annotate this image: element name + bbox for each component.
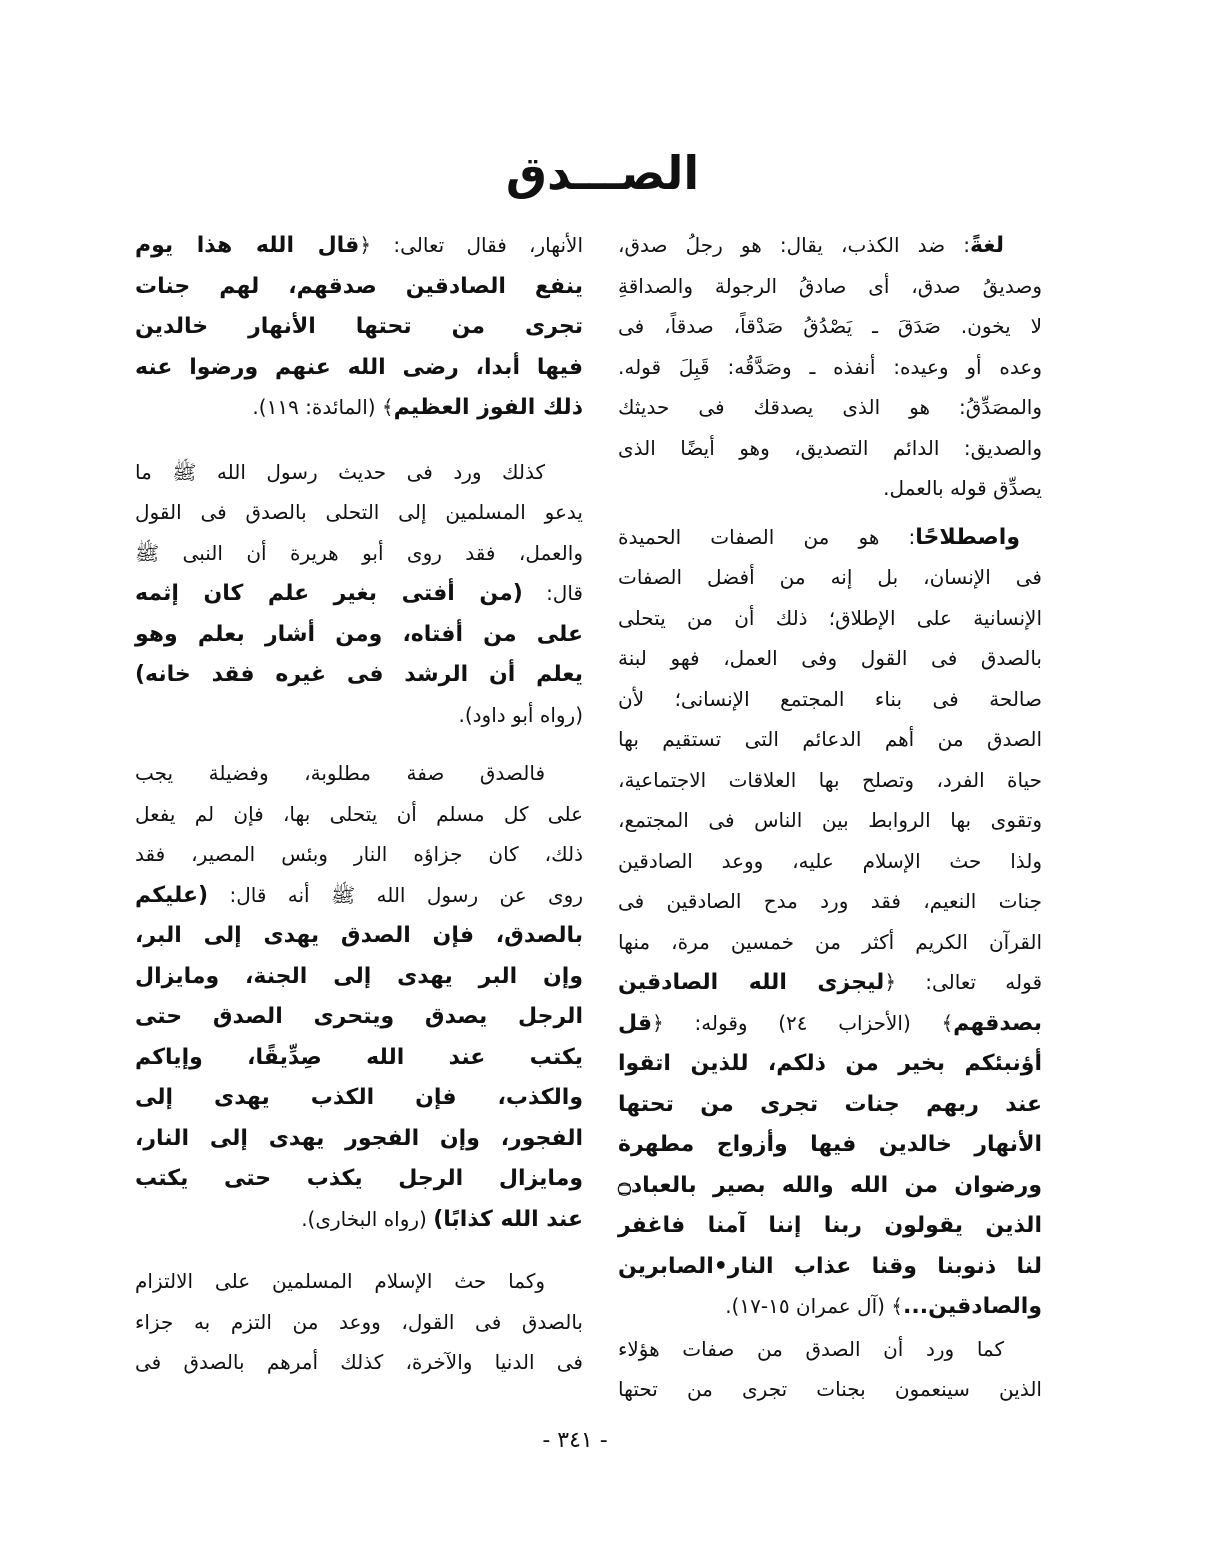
- quoted-text: تجرى من تحتها الأنهار خالدين: [135, 314, 583, 339]
- text-line: [135, 794, 583, 835]
- paragraph: [618, 517, 1042, 1327]
- text-line: [618, 306, 1042, 347]
- text-line: [618, 557, 1042, 598]
- body-text: قال:: [522, 581, 583, 605]
- body-text: كذلك ورد فى حديث رسول الله ﷺ ما: [135, 459, 545, 484]
- quoted-text: (عليكم: [135, 882, 209, 908]
- quoted-text: ومايزال الرجل يكذب حتى يكتب: [135, 1166, 583, 1191]
- body-text: والصديق: الدائم التصديق، وهو أيضًا الذى: [618, 435, 1042, 460]
- text-line: [618, 1205, 1042, 1246]
- text-line: [135, 225, 583, 266]
- body-text: : هو من الصفات الحميدة: [618, 524, 916, 549]
- quoted-text: ذلك الفوز العظيم: [393, 395, 583, 420]
- text-line: [135, 1037, 583, 1078]
- text-line: [135, 1342, 583, 1383]
- text-line: [135, 1158, 583, 1199]
- text-line: [618, 387, 1042, 428]
- body-text: فالصدق صفة مطلوبة، وفضيلة يجب: [135, 761, 545, 785]
- body-text: ﴾ (الأحزاب ٢٤) وقوله: ﴿: [652, 1010, 954, 1035]
- text-line: [135, 753, 583, 794]
- text-line: [135, 306, 583, 347]
- body-text: فى الإنسان، بل إنه من أفضل الصفات: [618, 565, 1042, 589]
- paragraph: [618, 1329, 1042, 1410]
- quoted-text: أؤنبئكم بخير من ذلكم، للذين اتقوا: [618, 1051, 1042, 1076]
- body-text: على كل مسلم أن يتحلى بها، فإن لم يفعل: [135, 801, 583, 826]
- text-line: [135, 654, 583, 695]
- text-line: [618, 679, 1042, 720]
- paragraph: [135, 452, 583, 736]
- body-text: وتقوى بها الروابط بين الناس فى المجتمع،: [618, 808, 1042, 832]
- text-line: [135, 573, 583, 614]
- quoted-text: عند ربهم جنات تجرى من تحتها: [618, 1091, 1042, 1117]
- body-text: روى عن رسول الله ﷺ أنه قال:: [208, 882, 583, 907]
- quoted-text: قال الله هذا يوم: [135, 233, 360, 258]
- text-line: [135, 1261, 583, 1302]
- body-text: : ضد الكذب، يقال: هو رجلُ صدق،: [618, 233, 970, 257]
- body-text: والمصَدِّقُ: هو الذى يصدقك فى حديثك: [618, 395, 1042, 419]
- body-text: القرآن الكريم أكثر من خمسين مرة، منها: [618, 929, 1042, 954]
- paragraph: [618, 225, 1042, 509]
- text-line: [618, 468, 1042, 509]
- text-line: [135, 1077, 583, 1118]
- text-line: [618, 598, 1042, 639]
- text-line: [618, 266, 1042, 307]
- quoted-text: والصادقين...: [903, 1294, 1042, 1319]
- text-line: [618, 1246, 1042, 1287]
- text-line: [618, 841, 1042, 882]
- quoted-text: لغةً: [969, 233, 1004, 258]
- quoted-text: فيها أبدا، رضى الله عنهم ورضوا عنه: [135, 354, 583, 380]
- body-text: صالحة فى بناء المجتمع الإنسانى؛ لأن: [618, 686, 1042, 711]
- paragraph: [135, 225, 583, 428]
- body-text: بالصدق فى القول، ووعد من التزم به جزاء: [135, 1309, 583, 1334]
- quoted-text: يكتب عند الله صِدِّيقًا، وإياكم: [135, 1044, 583, 1070]
- text-line: [135, 533, 583, 574]
- body-text: لا يخون. صَدَقَ ـ يَصْدُقُ صَدْقاً، صدقاً، فى: [618, 314, 1042, 338]
- text-line: [135, 614, 583, 655]
- body-text: (رواه أبو داود).: [458, 702, 583, 727]
- text-line: [135, 452, 583, 493]
- body-text: الذين سينعمون بجنات تجرى من تحتها: [618, 1377, 1042, 1401]
- text-line: [135, 347, 583, 388]
- text-line: [135, 956, 583, 997]
- text-line: [618, 881, 1042, 922]
- body-text: يدعو المسلمين إلى التحلى بالصدق فى القول: [135, 500, 583, 524]
- quoted-text: عند الله كذابًا): [433, 1206, 583, 1232]
- text-line: [135, 492, 583, 533]
- right-column: [618, 225, 1042, 1410]
- page-number: - ٣٤١ -: [542, 1428, 608, 1453]
- body-text: ﴾ (المائدة: ١١٩).: [252, 395, 394, 419]
- text-line: [618, 1003, 1042, 1044]
- body-text: قوله تعالى: ﴿: [884, 970, 1042, 994]
- text-line: [618, 1165, 1042, 1206]
- quoted-text: الذين يقولون ربنا إننا آمنا فاغفر: [618, 1213, 1042, 1238]
- quoted-text: بالصدق، فإن الصدق يهدى إلى البر،: [135, 923, 583, 948]
- text-line: [618, 800, 1042, 841]
- quoted-text: (من أفتى بغير علم كان إثمه: [135, 581, 523, 606]
- page-title: الصـــدق: [505, 146, 700, 200]
- text-line: [618, 760, 1042, 801]
- quoted-text: واصطلاحًا: [915, 524, 1020, 550]
- quoted-text: الرجل يصدق ويتحرى الصدق حتى: [135, 1004, 583, 1029]
- text-line: [618, 719, 1042, 760]
- quoted-text: على من أفتاه، ومن أشار بعلم وهو: [135, 621, 583, 647]
- body-text: ذلك، كان جزاؤه النار وبئس المصير، فقد: [135, 842, 583, 866]
- body-text: كما ورد أن الصدق من صفات هؤلاء: [618, 1336, 1004, 1361]
- body-text: ﴾ (آل عمران ١٥-١٧).: [725, 1294, 904, 1318]
- body-text: (رواه البخارى).: [301, 1206, 434, 1231]
- text-line: [618, 1084, 1042, 1125]
- text-line: [618, 1043, 1042, 1084]
- quoted-text: وإن البر يهدى إلى الجنة، ومايزال: [135, 963, 583, 989]
- text-line: [618, 517, 1042, 558]
- quoted-text: ينفع الصادقين صدقهم، لهم جنات: [135, 273, 583, 299]
- text-line: [135, 1118, 583, 1159]
- quoted-text: قل: [618, 1010, 653, 1036]
- body-text: وعده أو وعيده: أنفذه ـ وصَدَّقُه: قَبِلَ قوله.: [618, 354, 1042, 379]
- body-text: الإنسانية على الإطلاق؛ ذلك أن من يتحلى: [618, 605, 1042, 630]
- text-line: [618, 1369, 1042, 1410]
- quoted-text: الفجور، وإن الفجور يهدى إلى النار،: [135, 1125, 583, 1151]
- body-text: ولذا حث الإسلام عليه، ووعد الصادقين: [618, 848, 1042, 873]
- body-text: فى الدنيا والآخرة، كذلك أمرهم بالصدق فى: [135, 1350, 583, 1374]
- text-line: [618, 922, 1042, 963]
- text-line: [618, 428, 1042, 469]
- quoted-text: يعلم أن الرشد فى غيره فقد خانه): [135, 662, 583, 687]
- text-line: [135, 266, 583, 307]
- text-line: [135, 915, 583, 956]
- quoted-text: ليجزى الله الصادقين: [618, 970, 885, 995]
- paragraph: [135, 753, 583, 1239]
- text-line: [135, 695, 583, 736]
- quoted-text: لنا ذنوبنا وقنا عذاب النار•الصابرين: [618, 1253, 1042, 1279]
- quoted-text: بصدقهم: [953, 1010, 1042, 1036]
- quoted-text: ورضوان من الله والله بصير بالعباد۝: [618, 1172, 1042, 1198]
- body-text: الصدق من أهم الدعائم التى تستقيم بها: [618, 727, 1042, 751]
- text-line: [135, 834, 583, 875]
- text-line: [618, 962, 1042, 1003]
- body-text: الأنهار، فقال تعالى: ﴿: [359, 233, 583, 257]
- text-line: [618, 1286, 1042, 1327]
- text-line: [135, 996, 583, 1037]
- body-text: جنات النعيم، فقد ورد مدح الصادقين فى: [618, 889, 1042, 913]
- body-text: يصدِّق قوله بالعمل.: [883, 476, 1042, 500]
- text-line: [618, 638, 1042, 679]
- text-line: [618, 1124, 1042, 1165]
- body-text: حياة الفرد، وتصلح بها العلاقات الاجتماعية،: [618, 767, 1042, 792]
- quoted-text: والكذب، فإن الكذب يهدى إلى: [135, 1085, 583, 1110]
- text-line: [135, 1199, 583, 1240]
- text-line: [135, 1302, 583, 1343]
- body-text: بالصدق فى القول وفى العمل، فهو لبنة: [618, 646, 1042, 670]
- left-column: [135, 225, 583, 1383]
- body-text: والعمل، فقد روى أبو هريرة أن النبى ﷺ: [135, 540, 583, 565]
- text-line: [135, 387, 583, 428]
- body-text: وصديقُ صدق، أى صادقُ الرجولة والصداقةِ: [618, 273, 1042, 298]
- paragraph: [135, 1261, 583, 1383]
- body-text: وكما حث الإسلام المسلمين على الالتزام: [135, 1269, 545, 1293]
- text-line: [618, 347, 1042, 388]
- text-line: [618, 225, 1042, 266]
- quoted-text: الأنهار خالدين فيها وأزواج مطهرة: [618, 1132, 1042, 1157]
- text-line: [135, 875, 583, 916]
- text-line: [618, 1329, 1042, 1370]
